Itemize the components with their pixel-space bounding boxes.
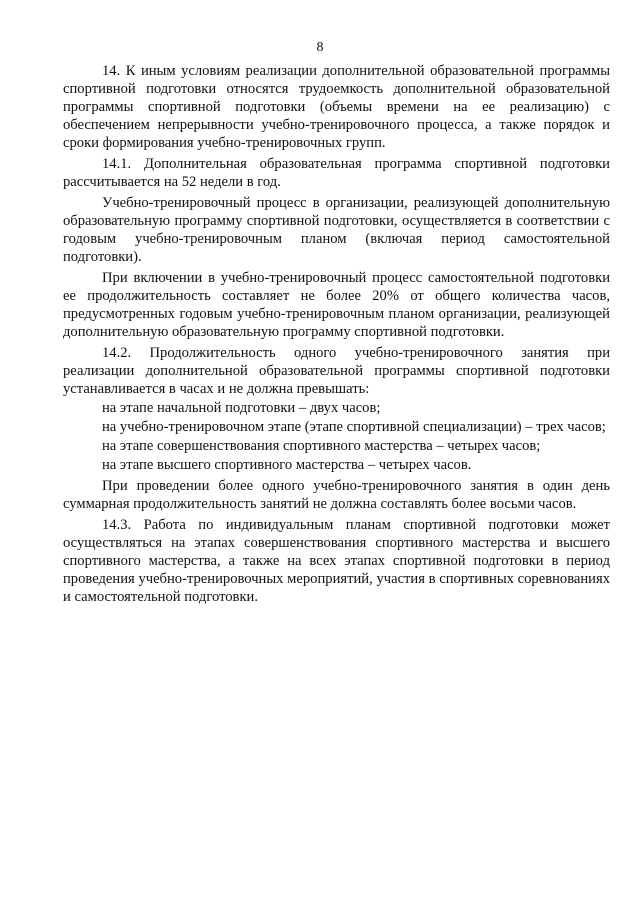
document-body	[63, 62, 610, 609]
list-item-highest-stage: на этапе высшего спортивного мастерства – четырех часов.	[102, 457, 472, 473]
list-item-improvement-stage: на этапе совершенствования спортивного мастерства – четырех часов;	[102, 438, 541, 454]
paragraph-multiple-sessions: При проведении более одного учебно-тренировочного занятия в один день суммарная продолжительность занятий не должна составлять более восьми часов.	[63, 478, 610, 512]
paragraph-14: 14. К иным условиям реализации дополнительной образовательной программы спортивной подготовки относятся трудоемкость дополнительной образовательной программы спортивной подготовки (объемы времени на ее реализацию) с обеспечением непрерывности учебно-тренировочного процесса, а также порядок и сроки формирования учебно-тренировочных групп.	[63, 63, 610, 151]
page-number: 8	[316, 40, 324, 55]
paragraph-14-1: 14.1. Дополнительная образовательная программа спортивной подготовки рассчитывается на 52 недели в год.	[63, 156, 610, 190]
paragraph-self-preparation: При включении в учебно-тренировочный процесс самостоятельной подготовки ее продолжительность составляет не более 20% от общего количества часов, предусмотренных годовым учебно-тренировочным планом организации, реализующей дополнительную образовательную программу спортивной подготовки.	[63, 270, 610, 340]
list-item-training-stage: на учебно-тренировочном этапе (этапе спортивной специализации) – трех часов;	[102, 419, 606, 435]
list-item-initial-stage: на этапе начальной подготовки – двух часов;	[102, 400, 381, 416]
paragraph-14-3: 14.3. Работа по индивидуальным планам спортивной подготовки может осуществляться на этапах совершенствования спортивного мастерства и высшего спортивного мастерства, а также на всех этапах спортивной подготовки в период проведения учебно-тренировочных мероприятий, участия в спортивных соревнованиях и самостоятельной подготовки.	[63, 517, 610, 605]
paragraph-training-process: Учебно-тренировочный процесс в организации, реализующей дополнительную образовательную программу спортивной подготовки, осуществляется в соответствии с годовым учебно-тренировочным планом (включая период самостоятельной подготовки).	[63, 195, 610, 265]
paragraph-14-2: 14.2. Продолжительность одного учебно-тренировочного занятия при реализации дополнительной образовательной программы спортивной подготовки устанавливается в часах и не должна превышать:	[63, 345, 610, 397]
